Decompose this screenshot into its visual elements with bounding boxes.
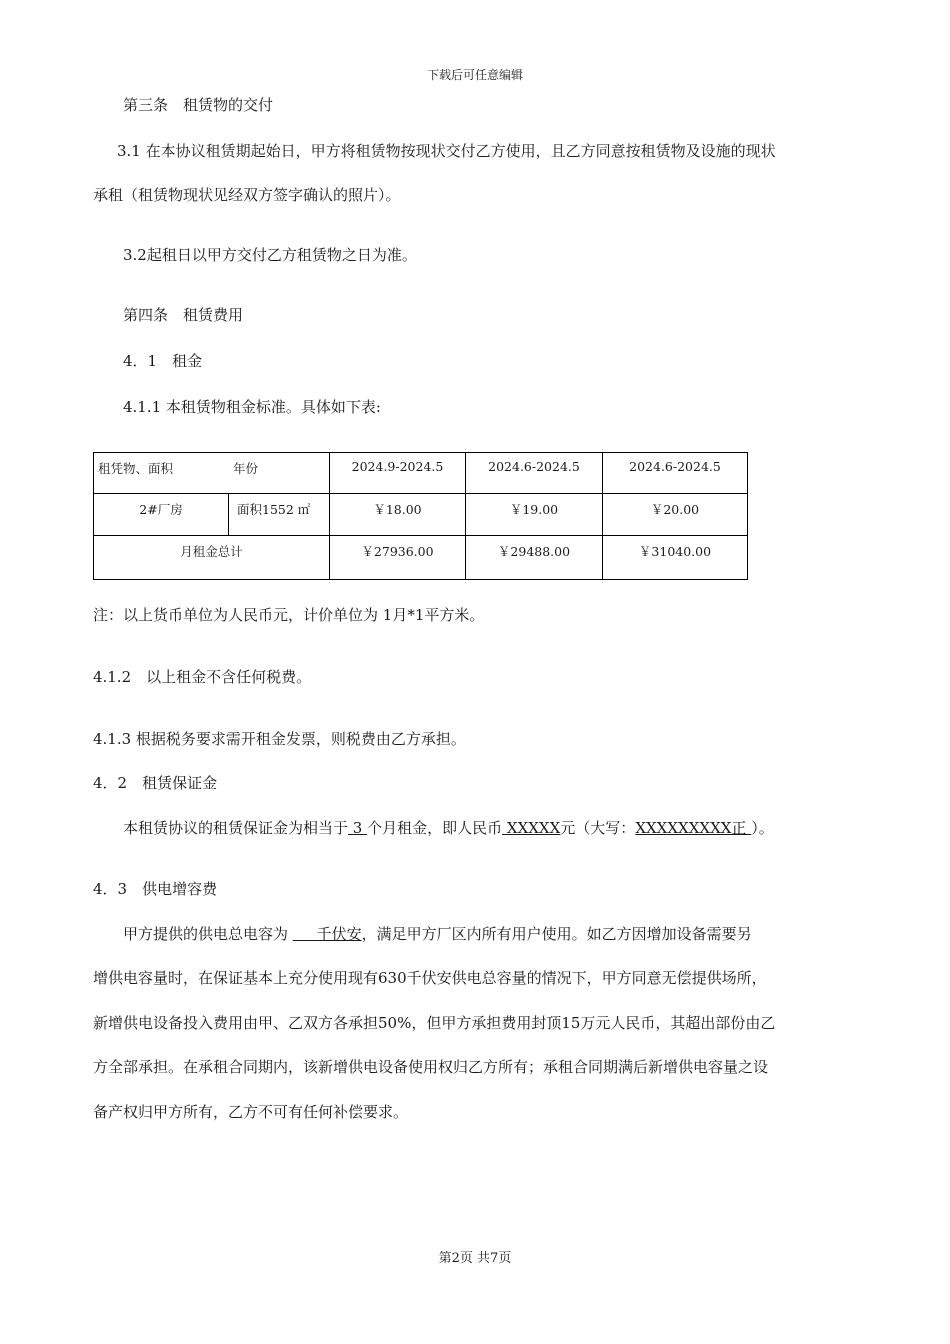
row-price-2: ￥19.00 — [466, 494, 603, 536]
clause-4-1-2: 4.1.2 以上租金不含任何税费。 — [93, 668, 312, 686]
page-footer: 第2页 共7页 — [438, 1251, 512, 1266]
deposit-text-mid: 个月租金，即人民币 — [367, 819, 503, 837]
clause-4-1-1: 4.1.1 本租赁物租金标准。具体如下表: — [123, 398, 381, 416]
header-cell-item — [94, 453, 330, 494]
clause-4-2: 4．2 租赁保证金 — [93, 774, 218, 792]
power-text-post: ，满足甲方厂区内所有用户使用。如乙方因增加设备需要另 — [361, 925, 752, 943]
deposit-months-field: 3 — [348, 819, 368, 837]
deposit-text-end: ）。 — [751, 819, 774, 837]
table-row — [94, 536, 748, 580]
table-header-row — [94, 453, 748, 494]
clause-3-2: 3.2起租日以甲方交付乙方租赁物之日为准。 — [123, 246, 417, 264]
header-cell-period-1: 2024.9-2024.5 — [330, 453, 466, 494]
section-4-title: 第四条 租赁费用 — [123, 306, 244, 324]
rent-table — [93, 452, 748, 580]
table-row — [94, 494, 748, 536]
row-item-area: 面积1552 ㎡ — [229, 494, 330, 536]
page-header: 下载后可任意编辑 — [426, 68, 523, 82]
header-cell-period-2: 2024.6-2024.5 — [466, 453, 603, 494]
header-item-label: 租凭物、面积 — [98, 461, 174, 476]
deposit-paragraph — [123, 818, 774, 838]
header-cell-period-3: 2024.6-2024.5 — [603, 453, 748, 494]
power-line-1 — [123, 924, 752, 944]
section-3-title: 第三条 租赁物的交付 — [123, 96, 274, 114]
power-line-5: 备产权归甲方所有，乙方不可有任何补偿要求。 — [93, 1103, 409, 1121]
clause-3-1-line1: 3.1 在本协议租赁期起始日，甲方将租赁物按现状交付乙方使用，且乙方同意按租赁物及设施的现状 — [117, 142, 776, 160]
power-line-2: 增供电容量时，在保证基本上充分使用现有630千伏安供电总容量的情况下，甲方同意无偿提供场所， — [93, 969, 767, 987]
row-item-name: 2#厂房 — [94, 494, 229, 536]
power-line-4: 方全部承担。在承租合同期内，该新增供电设备使用权归乙方所有；承租合同期满后新增供电容量之设 — [93, 1058, 769, 1076]
clause-4-3: 4．3 供电增容费 — [93, 880, 218, 898]
header-year-label: 年份 — [233, 461, 259, 476]
row-price-1: ￥18.00 — [330, 494, 466, 536]
power-capacity-field: 千伏安 — [292, 925, 362, 943]
power-text-pre: 甲方提供的供电总电容为 — [123, 925, 293, 943]
deposit-amount-field: XXXXX — [502, 819, 561, 837]
power-line-3: 新增供电设备投入费用由甲、乙双方各承担50%，但甲方承担费用封顶15万元人民币，其超出部份由乙 — [93, 1014, 776, 1032]
row-price-3: ￥20.00 — [603, 494, 748, 536]
deposit-text-post: 元（大写： — [560, 819, 636, 837]
clause-4-1: 4．1 租金 — [123, 352, 203, 370]
clause-4-1-3: 4.1.3 根据税务要求需开租金发票，则税费由乙方承担。 — [93, 730, 466, 748]
deposit-uppercase-field: XXXXXXXXX正 — [635, 819, 752, 837]
total-value-2: ￥29488.00 — [466, 536, 603, 580]
total-value-1: ￥27936.00 — [330, 536, 466, 580]
total-value-3: ￥31040.00 — [603, 536, 748, 580]
deposit-text-pre: 本租赁协议的租赁保证金为相当于 — [123, 819, 349, 837]
total-label: 月租金总计 — [94, 536, 330, 580]
currency-note: 注：以上货币单位为人民币元，计价单位为 1月*1平方米。 — [93, 606, 485, 624]
clause-3-1-line2: 承租（租赁物现状见经双方签字确认的照片）。 — [93, 186, 401, 204]
